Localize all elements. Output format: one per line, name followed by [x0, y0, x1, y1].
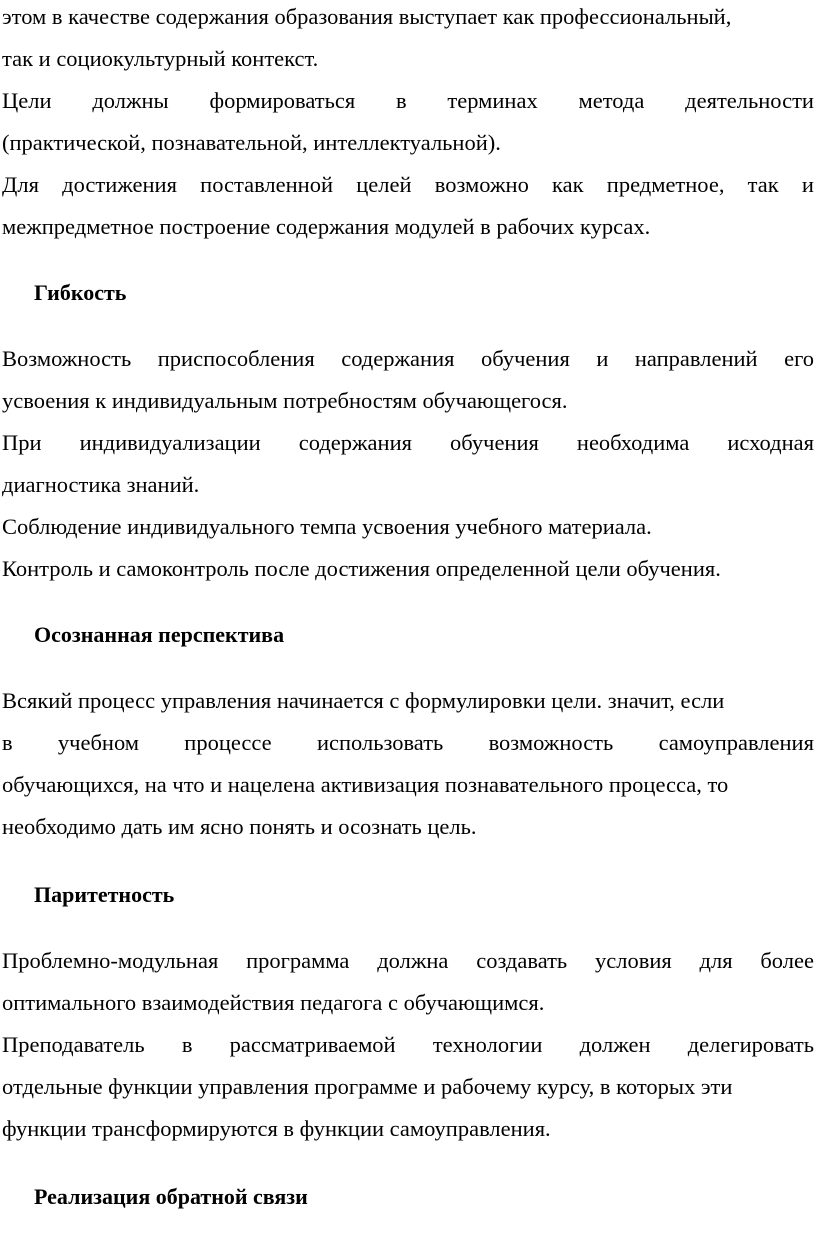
text-line-justified: [2, 722, 814, 764]
word: исходная: [727, 430, 814, 455]
section-heading-flexibility: Гибкость: [34, 280, 127, 305]
paragraph-individualization: [2, 422, 814, 506]
word: необходима: [576, 430, 690, 455]
section-heading-perspective: Осознанная перспектива: [34, 622, 285, 647]
word: возможно: [434, 172, 529, 197]
section-heading-feedback: Реализация обратной связи: [34, 1184, 308, 1209]
word: обучения: [480, 346, 570, 371]
word: Проблемно-модульная: [2, 948, 219, 973]
text-line: функции трансформируются в функции самоуправления.: [2, 1116, 551, 1141]
word: содержания: [341, 346, 455, 371]
word: обучения: [450, 430, 539, 455]
text-line: усвоения к индивидуальным потребностям обучающегося.: [2, 388, 568, 413]
word: должна: [377, 948, 449, 973]
paragraph-program-conditions: [2, 940, 814, 1024]
word: индивидуализации: [79, 430, 261, 455]
word: целей: [356, 172, 412, 197]
word: рассматриваемой: [229, 1032, 396, 1057]
text-line-justified: [2, 164, 814, 206]
paragraph-achievement: [2, 164, 814, 248]
word: метода: [578, 88, 645, 113]
text-line: Всякий процесс управления начинается с формулировки цели. значит, если: [2, 688, 725, 713]
paragraph-adaptation: [2, 338, 814, 422]
word: содержания: [298, 430, 412, 455]
text-line: необходимо дать им ясно понять и осознать цель.: [2, 814, 477, 839]
word: приспособления: [157, 346, 315, 371]
word: Для: [2, 172, 39, 197]
word: как: [552, 172, 584, 197]
word: должны: [92, 88, 169, 113]
word: программа: [246, 948, 350, 973]
text-line-justified: [2, 422, 814, 464]
word: условия: [595, 948, 672, 973]
word: учебном: [57, 730, 140, 755]
word: предметное,: [606, 172, 725, 197]
word: самоуправления: [658, 730, 814, 755]
text-line: Соблюдение индивидуального темпа усвоения учебного материала.: [2, 514, 652, 539]
word: достижения: [62, 172, 177, 197]
word: При: [2, 430, 42, 455]
paragraph-control: [2, 548, 814, 590]
word: должен: [579, 1032, 651, 1057]
text-line-justified: [2, 338, 814, 380]
word: деятельности: [685, 88, 814, 113]
word: поставленной: [200, 172, 334, 197]
word: в: [181, 1032, 193, 1057]
word: в: [2, 730, 13, 755]
word: в: [395, 88, 407, 113]
text-line: (практической, познавательной, интеллектуальной).: [2, 130, 501, 155]
word: Цели: [2, 88, 52, 113]
word: так: [747, 172, 779, 197]
text-line: межпредметное построение содержания модулей в рабочих курсах.: [2, 214, 651, 239]
word: и: [596, 346, 609, 371]
word: и: [801, 172, 814, 197]
text-line: диагностика знаний.: [2, 472, 200, 497]
word: создавать: [476, 948, 568, 973]
text-line: обучающихся, на что и нацелена активизация познавательного процесса, то: [2, 772, 729, 797]
paragraph-content-context: [2, 0, 814, 80]
word: использовать: [316, 730, 444, 755]
text-line: так и социокультурный контекст.: [2, 46, 319, 71]
section-heading-parity: Паритетность: [34, 882, 175, 907]
paragraph-teacher-delegation: [2, 1024, 814, 1150]
word: возможность: [488, 730, 614, 755]
paragraph-goals: [2, 80, 814, 164]
word: Преподаватель: [2, 1032, 145, 1057]
paragraph-management-process: [2, 680, 814, 848]
text-line-justified: [2, 80, 814, 122]
text-line: оптимального взаимодействия педагога с обучающимся.: [2, 990, 545, 1015]
word: терминах: [447, 88, 538, 113]
word: Возможность: [2, 346, 132, 371]
text-line: отдельные функции управления программе и рабочему курсу, в которых эти: [2, 1074, 733, 1099]
text-line: Контроль и самоконтроль после достижения определенной цели обучения.: [2, 556, 721, 581]
word: процессе: [184, 730, 272, 755]
word: направлений: [634, 346, 758, 371]
word: формироваться: [209, 88, 356, 113]
text-line-justified: [2, 1024, 814, 1066]
word: более: [760, 948, 814, 973]
word: технологии: [432, 1032, 543, 1057]
paragraph-pace: [2, 506, 814, 548]
word: для: [699, 948, 733, 973]
text-line: этом в качестве содержания образования выступает как профессиональный,: [2, 4, 732, 29]
text-line-justified: [2, 940, 814, 982]
word: делегировать: [687, 1032, 814, 1057]
word: его: [784, 346, 814, 371]
